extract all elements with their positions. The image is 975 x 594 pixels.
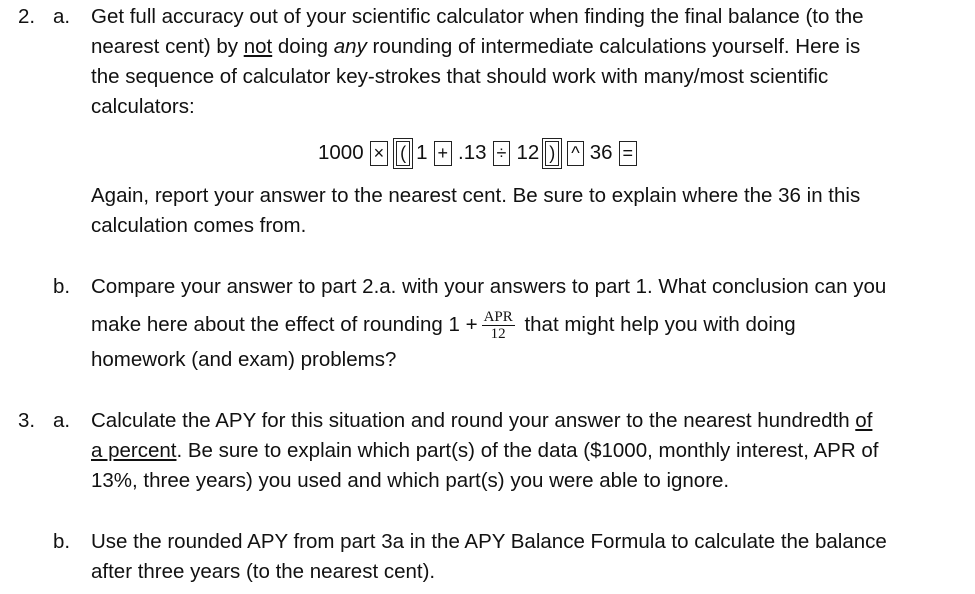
question-2-number: 2. [18,5,36,28]
key-times: × [370,141,389,166]
question-2a-line-2: nearest cent) by not doing any rounding of intermediate calculations yourself. Here is [91,35,861,58]
fraction-numerator: APR [483,309,513,326]
keystroke-1000: 1000 [318,141,364,164]
formula-one-plus: 1 + [448,313,478,336]
question-3-number: 3. [18,409,36,432]
apr-over-12-fraction [482,309,515,342]
question-3a-line-1: Calculate the APY for this situation and round your answer to the nearest hundredth of [91,409,873,432]
question-2a-after-line-2: calculation comes from. [91,214,307,237]
question-3a-line-3: 13%, three years) you used and which part(s) you were able to ignore. [91,469,730,492]
emphasis-any: any [333,35,367,58]
question-3b-label: b. [53,530,71,553]
question-3b-line-2: after three years (to the nearest cent). [91,560,436,583]
question-2b-line-2: make here about the effect of rounding 1 + $\frac{\text{APR}}{12}$ that might help you with doing [91,309,796,343]
question-2b-line-1: Compare your answer to part 2.a. with your answers to part 1. What conclusion can you [91,275,887,298]
emphasis-not: not [243,35,273,58]
question-2a-line-3: the sequence of calculator key-strokes that should work with many/most scientific [91,65,829,88]
keystroke-rate: .13 [458,141,487,164]
question-2a-label: a. [53,5,71,28]
keystroke-36: 36 [589,141,613,164]
key-right-paren: ) [545,141,559,166]
question-3b-line-1: Use the rounded APY from part 3a in the APY Balance Formula to calculate the balance [91,530,887,553]
underline-a-percent: a percent [91,439,177,462]
key-plus: + [434,141,453,166]
question-2a-line-4: calculators: [91,95,195,118]
key-caret: ^ [567,141,583,166]
key-divide: ÷ [493,141,511,166]
underline-of: of [855,409,873,432]
calculator-keystroke-sequence [316,137,641,169]
key-equals: = [619,141,638,166]
question-3a-line-2: a percent. Be sure to explain which part(s) of the data ($1000, monthly interest, APR of [91,439,879,462]
keystroke-12: 12 [516,141,540,164]
key-left-paren: ( [396,141,410,166]
keystroke-1: 1 [416,141,428,164]
question-3a-label: a. [53,409,71,432]
fraction-denominator: 12 [490,326,506,343]
question-2b-label: b. [53,275,71,298]
question-2b-line-3: homework (and exam) problems? [91,348,397,371]
question-2a-after-line-1: Again, report your answer to the nearest cent. Be sure to explain where the 36 in this [91,184,861,207]
question-2a-line-1: Get full accuracy out of your scientific calculator when finding the final balance (to the [91,5,864,28]
